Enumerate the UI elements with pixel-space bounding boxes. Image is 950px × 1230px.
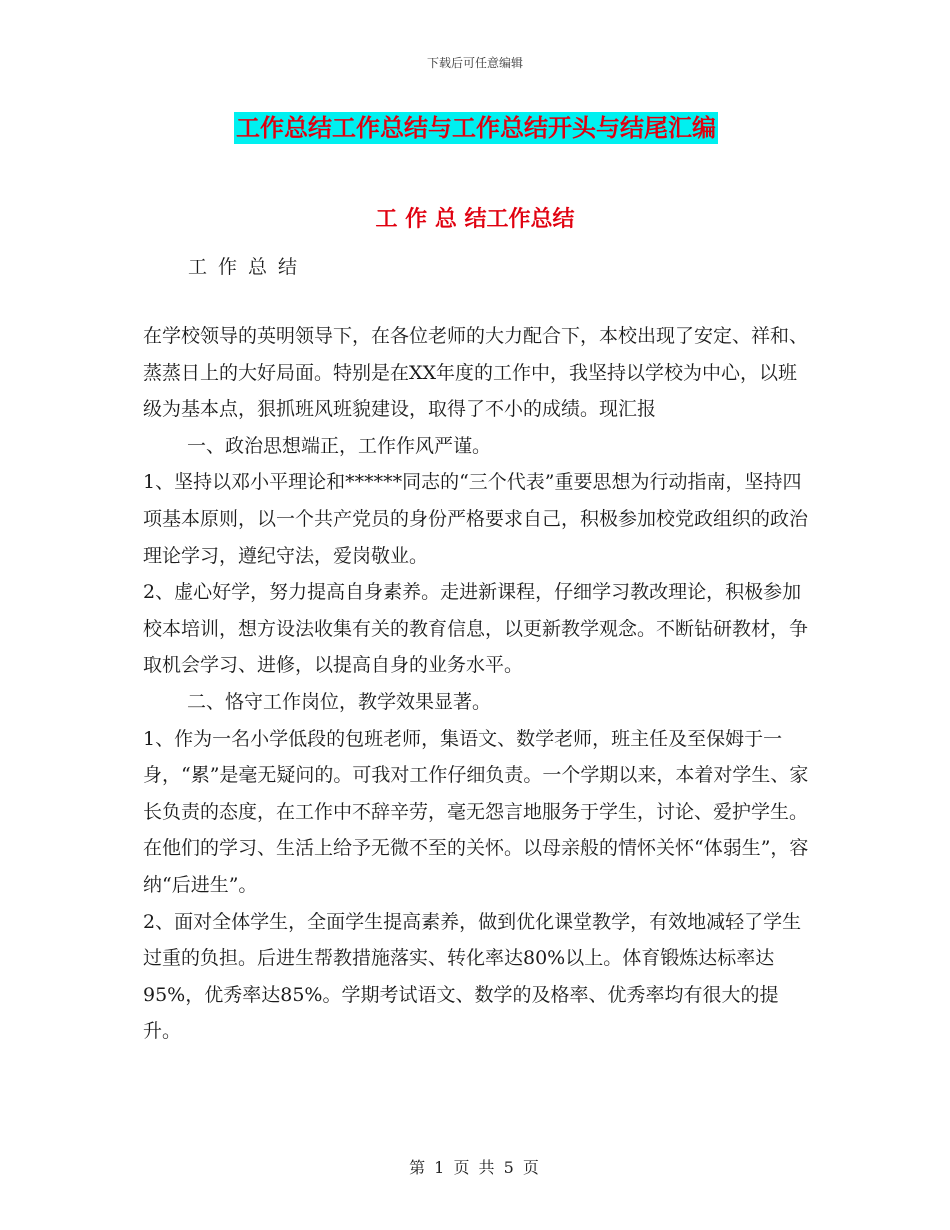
paragraph-2-1: 1、作为一名小学低段的包班老师，集语文、数学老师，班主任及至保姆于一身，“累”是毫无疑问的。可我对工作仔细负责。一个学期以来，本着对学生、家长负责的态度，在工作中不辞辛劳，毫无怨言地服务于学生，讨论、爱护学生。在他们的学习、生活上给予无微不至的关怀。以母亲般的情怀关怀“体弱生”，容纳“后进生”。 — [143, 727, 809, 896]
header-note: 下载后可任意编辑 — [426, 56, 523, 70]
document-body — [143, 318, 809, 1050]
paragraph-2-2: 2、面对全体学生，全面学生提高素养，做到优化课堂教学，有效地减轻了学生过重的负担。后进生帮教措施落实、转化率达80%以上。体育锻炼达标率达95%，优秀率达85%。学期考试语文、数学的及格率、优秀率均有很大的提升。 — [143, 910, 802, 1043]
page-footer: 第 1 页 共 5 页 — [409, 1158, 541, 1177]
paragraph-1-1: 1、坚持以邓小平理论和******同志的“三个代表”重要思想为行动指南，坚持四项基本原则，以一个共产党员的身份严格要求自己，积极参加校党政组织的政治理论学习，遵纪守法，爱岗敬业。 — [143, 471, 809, 567]
paragraph-intro: 在学校领导的英明领导下，在各位老师的大力配合下，本校出现了安定、祥和、蒸蒸日上的大好局面。特别是在XX年度的工作中，我坚持以学校为中心，以班级为基本点，狠抓班风班貌建设，取得了不小的成绩。现汇报 — [143, 325, 809, 421]
section-heading-2: 二、恪守工作岗位，教学效果显著。 — [187, 690, 492, 713]
document-subtitle: 工 作 总 结工作总结 — [375, 207, 575, 232]
document-title: 工作总结工作总结与工作总结开头与结尾汇编 — [236, 114, 716, 142]
paragraph-1-2: 2、虚心好学，努力提高自身素养。走进新课程，仔细学习教改理论，积极参加校本培训，想方设法收集有关的教育信息，以更新教学观念。不断钻研教材，争取机会学习、进修，以提高自身的业务水平。 — [143, 581, 809, 677]
section-heading-1: 一、政治思想端正，工作作风严谨。 — [187, 434, 492, 457]
section-label: 工作总结 — [188, 256, 309, 278]
